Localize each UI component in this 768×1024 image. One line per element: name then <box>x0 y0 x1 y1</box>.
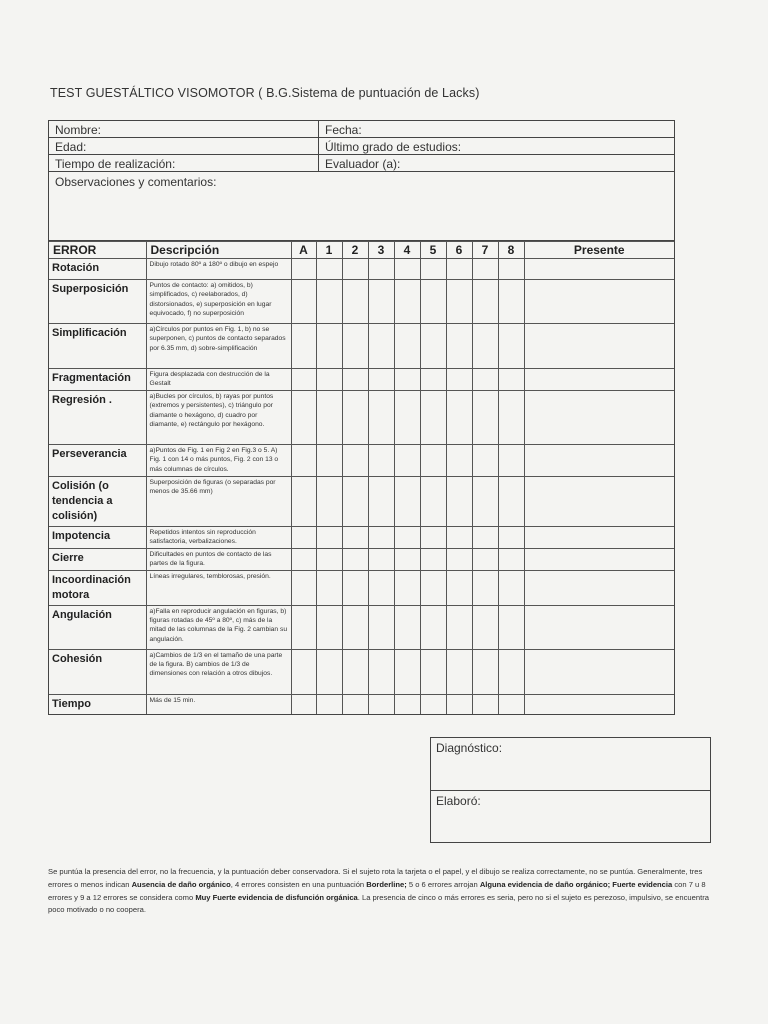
col-description-header: Descripción <box>146 242 291 259</box>
score-cell[interactable] <box>420 444 446 476</box>
score-cell[interactable] <box>291 605 316 649</box>
table-row <box>49 548 674 570</box>
table-row <box>49 526 674 548</box>
score-cell[interactable] <box>446 694 472 714</box>
score-cell[interactable] <box>446 476 472 526</box>
table-row <box>49 476 674 526</box>
score-cell[interactable] <box>420 324 446 369</box>
score-cell[interactable] <box>368 548 394 570</box>
error-description: Más de 15 min. <box>146 694 291 714</box>
score-cell[interactable] <box>498 476 524 526</box>
score-cell[interactable] <box>394 390 420 444</box>
score-cell[interactable] <box>316 570 342 605</box>
table-header-row <box>49 242 674 259</box>
score-cell[interactable] <box>316 526 342 548</box>
error-name: Regresión . <box>49 390 146 444</box>
score-cell[interactable] <box>472 390 498 444</box>
score-cell[interactable] <box>342 605 368 649</box>
evaluator-field[interactable]: Evaluador (a): <box>325 157 401 171</box>
score-cell[interactable] <box>472 605 498 649</box>
score-cell[interactable] <box>316 280 342 324</box>
score-cell[interactable] <box>316 390 342 444</box>
scoring-note <box>48 866 716 917</box>
score-cell[interactable] <box>342 280 368 324</box>
score-cell[interactable] <box>316 476 342 526</box>
score-cell[interactable] <box>342 324 368 369</box>
score-cell[interactable] <box>498 390 524 444</box>
score-cell[interactable] <box>316 694 342 714</box>
header-row-3 <box>49 155 674 172</box>
col-7-header: 7 <box>472 242 498 259</box>
score-cell[interactable] <box>446 259 472 280</box>
score-cell[interactable] <box>446 390 472 444</box>
error-description: Figura desplazada con destrucción de la Gestalt <box>146 369 291 391</box>
score-cell[interactable] <box>394 694 420 714</box>
score-cell[interactable] <box>291 548 316 570</box>
score-cell[interactable] <box>498 649 524 694</box>
error-description: Dificultades en puntos de contacto de las partes de la figura. <box>146 548 291 570</box>
score-cell[interactable] <box>316 649 342 694</box>
table-row <box>49 369 674 391</box>
table-row <box>49 605 674 649</box>
error-name: Angulación <box>49 605 146 649</box>
score-cell[interactable] <box>291 324 316 369</box>
score-cell[interactable] <box>420 476 446 526</box>
table-row <box>49 649 674 694</box>
score-cell[interactable] <box>420 649 446 694</box>
score-cell[interactable] <box>446 324 472 369</box>
score-cell[interactable] <box>342 548 368 570</box>
score-cell[interactable] <box>394 280 420 324</box>
score-cell[interactable] <box>446 649 472 694</box>
note-bold-3: Alguna evidencia de daño orgánico; Fuerte evidencia <box>479 879 673 889</box>
score-cell[interactable] <box>446 369 472 391</box>
score-cell[interactable] <box>524 324 674 369</box>
col-5-header: 5 <box>420 242 446 259</box>
score-cell[interactable] <box>472 548 498 570</box>
note-bold-4: Muy Fuerte evidencia de disfunción orgánica <box>195 892 358 902</box>
score-cell[interactable] <box>342 390 368 444</box>
score-cell[interactable] <box>368 570 394 605</box>
error-name: Superposición <box>49 280 146 324</box>
score-cell[interactable] <box>394 649 420 694</box>
score-cell[interactable] <box>524 694 674 714</box>
score-cell[interactable] <box>524 526 674 548</box>
score-cell[interactable] <box>472 444 498 476</box>
score-cell[interactable] <box>420 526 446 548</box>
header-row-1 <box>49 121 674 138</box>
score-cell[interactable] <box>524 390 674 444</box>
error-description: a)Cambios de 1/3 en el tamaño de una parte de la figura. B) cambios de 1/3 de dimensiones con relación a otros dibujos. <box>146 649 291 694</box>
diagnosis-box <box>430 737 711 843</box>
score-cell[interactable] <box>420 259 446 280</box>
col-a-header: A <box>291 242 316 259</box>
col-3-header: 3 <box>368 242 394 259</box>
score-cell[interactable] <box>342 526 368 548</box>
score-cell[interactable] <box>472 280 498 324</box>
score-cell[interactable] <box>498 444 524 476</box>
score-cell[interactable] <box>316 369 342 391</box>
score-cell[interactable] <box>446 605 472 649</box>
score-cell[interactable] <box>498 694 524 714</box>
score-cell[interactable] <box>368 694 394 714</box>
score-cell[interactable] <box>446 548 472 570</box>
error-name: Perseverancia <box>49 444 146 476</box>
table-row <box>49 280 674 324</box>
score-cell[interactable] <box>420 548 446 570</box>
score-cell[interactable] <box>498 324 524 369</box>
table-row <box>49 694 674 714</box>
date-field[interactable]: Fecha: <box>325 123 362 137</box>
score-cell[interactable] <box>342 259 368 280</box>
score-cell[interactable] <box>368 444 394 476</box>
note-bold-2: Borderline; <box>366 879 407 889</box>
error-description: a)Falla en reproducir angulación en figuras, b) figuras rotadas de 45º a 80º, c) más de la mitad de las columnas de la Fig. 2 cambian su angulación. <box>146 605 291 649</box>
error-name: Incoordinación motora <box>49 570 146 605</box>
error-name: Rotación <box>49 259 146 280</box>
score-cell[interactable] <box>342 476 368 526</box>
score-cell[interactable] <box>472 649 498 694</box>
note-text-5: . La presencia de cinco o más errores es seria, pero no si el sujeto es perezoso, impulsivo, se encuentra poco motivado o no coopera. <box>48 892 709 915</box>
prepared-by-field[interactable]: Elaboró: <box>436 794 481 808</box>
score-cell[interactable] <box>472 476 498 526</box>
score-cell[interactable] <box>524 444 674 476</box>
score-cell[interactable] <box>420 570 446 605</box>
score-cell[interactable] <box>498 526 524 548</box>
col-1-header: 1 <box>316 242 342 259</box>
score-cell[interactable] <box>524 369 674 391</box>
time-field[interactable]: Tiempo de realización: <box>49 155 319 171</box>
score-cell[interactable] <box>420 369 446 391</box>
score-cell[interactable] <box>498 259 524 280</box>
col-8-header: 8 <box>498 242 524 259</box>
score-cell[interactable] <box>368 259 394 280</box>
score-cell[interactable] <box>316 548 342 570</box>
score-cell[interactable] <box>420 390 446 444</box>
score-cell[interactable] <box>498 570 524 605</box>
error-name: Cohesión <box>49 649 146 694</box>
table-row <box>49 390 674 444</box>
error-description: a)Puntos de Fig. 1 en Fig 2 en Fig.3 o 5. A) Fig. 1 con 14 o más puntos, Fig. 2 con 13 o más columnas de círculos. <box>146 444 291 476</box>
education-field[interactable]: Último grado de estudios: <box>325 140 462 154</box>
error-description: a)Bucles por círculos, b) rayas por puntos (extremos y persistentes), c) triángulo por diamante o hexágono, d) cuadro por diamante, e) rectángulo por hexágono. <box>146 390 291 444</box>
score-cell[interactable] <box>368 369 394 391</box>
score-cell[interactable] <box>446 570 472 605</box>
col-presente-header: Presente <box>524 242 674 259</box>
score-cell[interactable] <box>498 280 524 324</box>
score-cell[interactable] <box>472 369 498 391</box>
error-description: Superposición de figuras (o separadas por menos de 35.66 mm) <box>146 476 291 526</box>
age-field[interactable]: Edad: <box>49 138 319 154</box>
header-row-2 <box>49 138 674 155</box>
score-cell[interactable] <box>394 548 420 570</box>
score-cell[interactable] <box>342 570 368 605</box>
score-cell[interactable] <box>291 694 316 714</box>
score-cell[interactable] <box>291 280 316 324</box>
score-cell[interactable] <box>291 444 316 476</box>
score-cell[interactable] <box>291 476 316 526</box>
score-cell[interactable] <box>368 649 394 694</box>
error-description: Dibujo rotado 80º a 180º o dibujo en espejo <box>146 259 291 280</box>
score-cell[interactable] <box>420 694 446 714</box>
score-cell[interactable] <box>291 259 316 280</box>
evaluation-form <box>48 120 675 715</box>
score-cell[interactable] <box>524 280 674 324</box>
score-cell[interactable] <box>472 259 498 280</box>
score-cell[interactable] <box>420 605 446 649</box>
page-title: TEST GUESTÁLTICO VISOMOTOR ( B.G.Sistema de puntuación de Lacks) <box>50 86 480 100</box>
score-cell[interactable] <box>316 259 342 280</box>
score-cell[interactable] <box>316 444 342 476</box>
table-row <box>49 259 674 280</box>
error-name: Simplificación <box>49 324 146 369</box>
note-text-2: , 4 errores consisten en una puntuación <box>230 879 367 889</box>
score-cell[interactable] <box>394 444 420 476</box>
score-cell[interactable] <box>446 280 472 324</box>
error-name: Colisión (o tendencia a colisión) <box>49 476 146 526</box>
score-cell[interactable] <box>368 280 394 324</box>
score-cell[interactable] <box>394 324 420 369</box>
score-cell[interactable] <box>368 390 394 444</box>
score-cell[interactable] <box>291 369 316 391</box>
error-rows <box>49 259 674 714</box>
score-cell[interactable] <box>316 605 342 649</box>
score-cell[interactable] <box>394 259 420 280</box>
score-cell[interactable] <box>368 324 394 369</box>
error-description: Repetidos intentos sin reproducción satisfactoria, verbalizaciones. <box>146 526 291 548</box>
error-description: a)Círculos por puntos en Fig. 1, b) no se superponen, c) puntos de contacto separados por 6.35 mm, d) sobre-simplificación <box>146 324 291 369</box>
score-cell[interactable] <box>498 548 524 570</box>
score-cell[interactable] <box>291 390 316 444</box>
score-cell[interactable] <box>524 570 674 605</box>
score-cell[interactable] <box>368 476 394 526</box>
error-name: Fragmentación <box>49 369 146 391</box>
table-row <box>49 324 674 369</box>
col-2-header: 2 <box>342 242 368 259</box>
score-cell[interactable] <box>342 649 368 694</box>
error-name: Cierre <box>49 548 146 570</box>
score-cell[interactable] <box>498 369 524 391</box>
score-cell[interactable] <box>394 369 420 391</box>
score-cell[interactable] <box>524 649 674 694</box>
score-cell[interactable] <box>394 570 420 605</box>
note-text-4: con 7 u 8 errores y 9 a 12 errores se considera como <box>48 879 706 902</box>
score-cell[interactable] <box>342 369 368 391</box>
score-cell[interactable] <box>472 526 498 548</box>
table-row <box>49 444 674 476</box>
score-cell[interactable] <box>498 605 524 649</box>
score-cell[interactable] <box>524 605 674 649</box>
score-cell[interactable] <box>472 324 498 369</box>
score-cell[interactable] <box>420 280 446 324</box>
error-name: Impotencia <box>49 526 146 548</box>
table-row <box>49 570 674 605</box>
score-cell[interactable] <box>291 570 316 605</box>
score-cell[interactable] <box>394 526 420 548</box>
note-text-3: 5 o 6 errores arrojan <box>406 879 480 889</box>
score-cell[interactable] <box>394 605 420 649</box>
score-cell[interactable] <box>291 649 316 694</box>
score-cell[interactable] <box>472 570 498 605</box>
diagnosis-field[interactable]: Diagnóstico: <box>431 738 710 791</box>
score-cell[interactable] <box>291 526 316 548</box>
name-field[interactable]: Nombre: <box>49 121 319 137</box>
note-text-1: Se puntúa la presencia del error, no la frecuencia, y la puntuación deber conservadora. Si el sujeto rota la tarjeta o el papel, y el dibujo se realiza correctamente, no se puntúa. Generalmente, tres errores o menos indican <box>48 867 703 889</box>
score-cell[interactable] <box>446 526 472 548</box>
score-cell[interactable] <box>472 694 498 714</box>
col-error-header: ERROR <box>49 242 146 259</box>
score-cell[interactable] <box>524 548 674 570</box>
score-cell[interactable] <box>342 694 368 714</box>
score-cell[interactable] <box>394 476 420 526</box>
score-cell[interactable] <box>316 324 342 369</box>
error-description: Puntos de contacto: a) omitidos, b) simplificados, c) reelaborados, d) distorsionados, e) superposición en lugar equivocado, f) no superposición <box>146 280 291 324</box>
error-name: Tiempo <box>49 694 146 714</box>
observations-field[interactable]: Observaciones y comentarios: <box>49 172 674 241</box>
error-table <box>49 241 674 714</box>
col-4-header: 4 <box>394 242 420 259</box>
score-cell[interactable] <box>368 526 394 548</box>
score-cell[interactable] <box>446 444 472 476</box>
col-6-header: 6 <box>446 242 472 259</box>
score-cell[interactable] <box>524 259 674 280</box>
note-bold-1: Ausencia de daño orgánico <box>131 879 231 889</box>
score-cell[interactable] <box>368 605 394 649</box>
score-cell[interactable] <box>342 444 368 476</box>
score-cell[interactable] <box>524 476 674 526</box>
error-description: Líneas irregulares, temblorosas, presión. <box>146 570 291 605</box>
